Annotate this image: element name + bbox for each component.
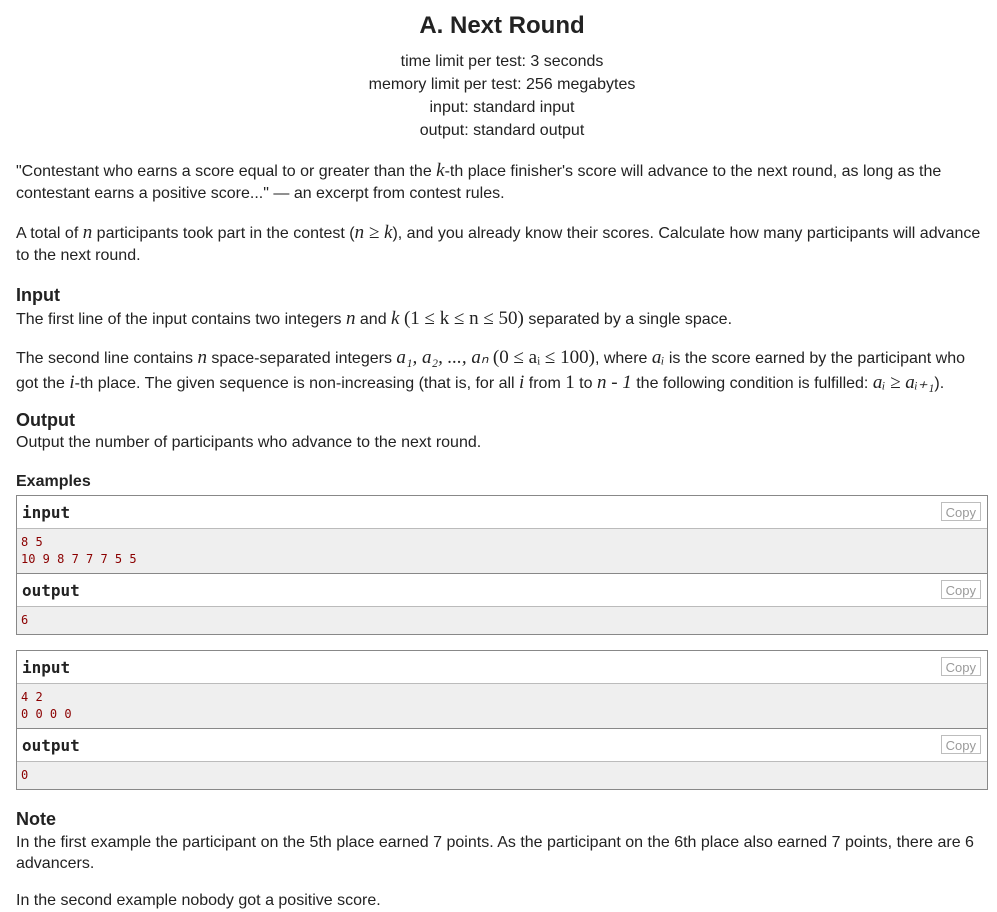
input-line-1: The first line of the input contains two integers n and k (1 ≤ k ≤ n ≤ 50) separated by a single space. [16,308,733,329]
example-2-input-data[interactable]: 4 2 0 0 0 0 [17,684,987,729]
note-paragraph-2: In the second example nobody got a positive score. [16,892,381,909]
copy-output-button[interactable]: Copy [941,735,981,754]
time-limit: time limit per test: 3 seconds [400,53,604,70]
statement-paragraph-2: A total of n participants took part in the contest (n ≥ k), and you already know their scores. Calculate how many participants will advance to the next round. [16,222,981,264]
problem-limits [16,50,988,142]
input-label: input [22,503,71,522]
example-2 [16,650,988,790]
example-1 [16,495,988,635]
copy-output-button[interactable]: Copy [941,580,981,599]
output-section-title: Output [16,410,75,430]
example-2-input-header [17,651,987,684]
example-1-input-data[interactable]: 8 5 10 9 8 7 7 7 5 5 [17,529,987,574]
memory-limit: memory limit per test: 256 megabytes [368,76,636,93]
input-spec: input: standard input [429,99,575,116]
output-description: Output the number of participants who advance to the next round. [16,434,482,451]
input-label: input [22,658,71,677]
note-paragraph-1: In the first example the participant on the 5th place earned 7 points. As the participant on the 6th place also earned 7 points, there are 6 advancers. [16,834,974,872]
example-1-output-header [17,574,987,607]
example-2-output-header [17,729,987,762]
copy-input-button[interactable]: Copy [941,502,981,521]
note-section-title: Note [16,809,56,829]
example-1-input-header [17,496,987,529]
statement-paragraph-1: "Contestant who earns a score equal to or greater than the k-th place finisher's score will advance to the next round, as long as the contestant earns a positive score..." — an excerpt from contest rules. [16,160,942,202]
examples-title: Examples [16,473,91,490]
copy-input-button[interactable]: Copy [941,657,981,676]
input-section-title: Input [16,285,60,305]
output-label: output [22,581,80,600]
problem-title: A. Next Round [419,12,585,39]
example-2-output-data[interactable]: 0 [17,762,987,789]
output-spec: output: standard output [419,122,585,139]
output-label: output [22,736,80,755]
example-1-output-data[interactable]: 6 [17,607,987,634]
input-line-2: The second line contains n space-separated integers a₁, a₂, ..., aₙ (0 ≤ aᵢ ≤ 100), where aᵢ is the score earned by the participant who got the i-th place. The given sequence is non-increasing (that is, for all i from 1 to n - 1 the following condition is fulfilled: aᵢ ≥ aᵢ₊₁). [16,347,966,393]
